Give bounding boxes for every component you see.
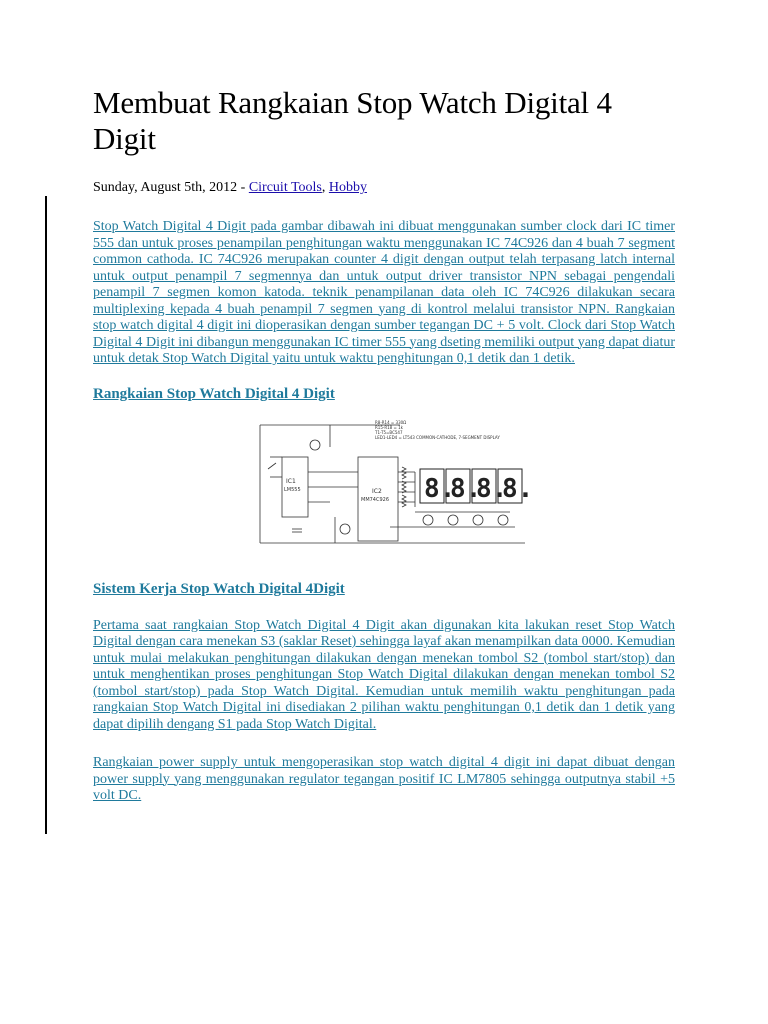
article [93,85,675,805]
category-link-circuit-tools[interactable]: Circuit Tools [248,180,322,195]
ic2-label: IC2 [372,487,382,495]
display-digit-1: 8. [424,473,456,504]
section-heading-circuit[interactable]: Rangkaian Stop Watch Digital 4 Digit [93,385,335,402]
ic2-part: MM74C926 [361,496,390,503]
figure-note-1: R8-R14 = 330Ω [375,419,407,425]
category-link-hobby[interactable]: Hobby [328,180,367,195]
display-digit-3: 8. [476,473,508,504]
figure-note-3: T1-T5=BC547 [375,429,403,435]
ic1-label: IC1 [286,477,296,485]
category-separator: , [321,180,329,195]
page-title: Membuat Rangkaian Stop Watch Digital 4 Digit [93,85,612,156]
margin-bar [45,196,47,834]
ic1-part: LM555 [284,486,301,493]
post-meta [93,179,675,197]
section-heading-system[interactable]: Sistem Kerja Stop Watch Digital 4Digit [93,580,345,597]
circuit-schematic-figure [240,417,534,565]
power-supply-paragraph[interactable]: Rangkaian power supply untuk mengoperasikan stop watch digital 4 digit ini dapat dibuat dengan power supply yang menggunakan regulator tegangan positif IC LM7805 sehingga outputnya stabil +5 volt DC. [93,755,675,803]
circuit-schematic [240,417,534,565]
intro-paragraph[interactable]: Stop Watch Digital 4 Digit pada gambar dibawah ini dibuat menggunakan sumber clock dari IC timer 555 dan untuk proses penampilan penghitungan waktu menggunakan IC 74C926 dan 4 buah 7 segment common cathoda. IC 74C926 merupakan counter 4 digit dengan output telah terpasang latch internal untuk output penampil 7 segmennya dan untuk output driver transistor NPN sebagai pengendali penampil 7 segmen komon katoda. teknik penampilanan data oleh IC 74C926 dilakukan secara multiplexing kepada 4 buah penampil 7 segmen yang di kontrol melalui transistor NPN. Rangkaian stop watch digital 4 digit ini dioperasikan dengan sumber tegangan DC + 5 volt. Clock dari Stop Watch Digital 4 Digit ini dibangun menggunakan IC timer 555 yang dseting memiliki output yang dapat diatur untuk detak Stop Watch Digital yaitu untuk waktu penghitungan 0,1 detik dan 1 detik. [93,219,675,366]
post-date: Sunday, August 5th, 2012 - [93,180,249,195]
display-digit-2: 8. [450,473,482,504]
display-digit-4: 8. [502,473,534,504]
figure-note-2: R15-R18 = 1k [375,424,403,430]
figure-note-4: LED1-LED4 = LT543 COMMON-CATHODE, 7-SEGMENT DISPLAY [375,434,500,440]
system-paragraph[interactable]: Pertama saat rangkaian Stop Watch Digital 4 Digit akan digunakan kita lakukan reset Stop Watch Digital dengan cara menekan S3 (saklar Reset) sehingga layaf akan menampilkan data 0000. Kemudian untuk mulai melakukan penghitungan dilakukan dengan menekan tombol S2 (tombol start/stop) dan untuk menghentikan proses penghitungan Stop Watch Digital dilakukan dengan menekan tombol S2 (tombol start/stop) pada Stop Watch Digital. Kemudian untuk memilih waktu penghitungan pada rangkaian Stop Watch Digital ini disediakan 2 pilihan waktu penghitungan 0,1 detik dan 1 detik yang dapat dipilih dengang S1 pada Stop Watch Digital. [93,617,675,732]
